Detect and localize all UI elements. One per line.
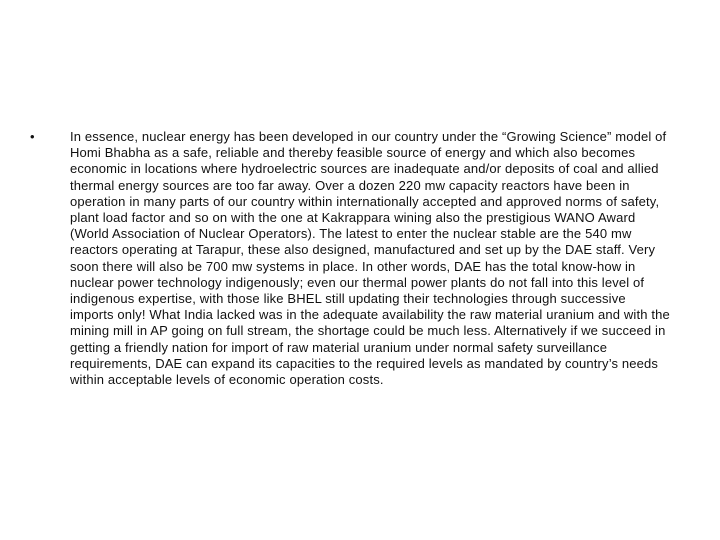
bullet-marker: • [30,129,35,144]
bullet-paragraph: In essence, nuclear energy has been developed in our country under the “Growing Science” model of Homi Bhabha as a safe, reliable and thereby feasible source of energy and which also becomes economic in locations where hydroelectric sources are inadequate and/or deposits of coal and allied thermal energy sources are too far away. Over a dozen 220 mw capacity reactors have been in operation in many parts of our country within internationally accepted and approved norms of safety, plant load factor and so on with the one at Kakrappara wining also the prestigious WANO Award (World Association of Nuclear Operators). The latest to enter the nuclear stable are the 540 mw reactors operating at Tarapur, these also designed, manufactured and set up by the DAE staff. Very soon there will also be 700 mw systems in place. In other words, DAE has the total know-how in nuclear power technology indigenously; even our thermal power plants do not fall into this level of indigenous expertise, with those like BHEL still updating their technologies through successive imports only! What India lacked was in the adequate availability the raw material uranium and with the mining mill in AP going on full stream, the shortage could be much less. Alternatively if we succeed in getting a friendly nation for import of raw material uranium under normal safety surveillance requirements, DAE can expand its capacities to the required levels as mandated by country’s needs within acceptable levels of economic operation costs. [70,129,670,388]
